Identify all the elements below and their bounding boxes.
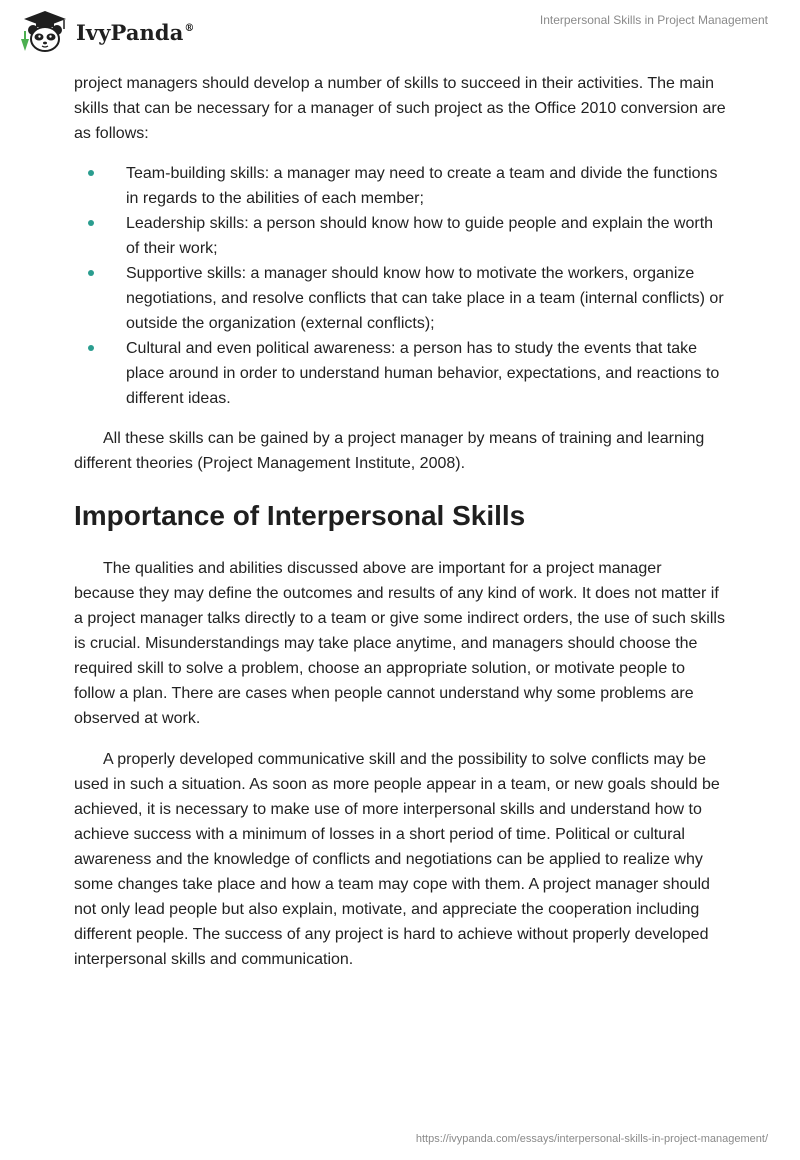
list-item-text: Cultural and even political awareness: a person has to study the events that take place around in order to understand human behavior, expectations, and reactions to different ideas. <box>126 340 720 407</box>
document-title: Interpersonal Skills in Project Management <box>539 13 768 27</box>
list-item-text: Team-building skills: a manager may need to create a team and divide the functions in regards to the abilities of each member; <box>126 165 718 207</box>
list-item-text: Supportive skills: a manager should know how to motivate the workers, organize negotiations, and resolve conflicts that can take place in a team (internal conflicts) or outside the organization (external conflicts); <box>126 265 724 332</box>
body-paragraph: The qualities and abilities discussed above are important for a project manager because they may define the outcomes and results of any kind of work. It does not matter if a project manager talks directly to a team or give some indirect orders, the use of such skills is crucial. Misunderstandings may take place anytime, and managers should choose the required skill to solve a problem, choose an appropriate solution, or motivate people to follow a plan. There are cases when people cannot understand why some problems are observed at work. <box>74 560 725 727</box>
bullet-icon <box>88 345 94 351</box>
list-item <box>74 336 726 411</box>
bullet-icon <box>88 220 94 226</box>
brand-name: IvyPanda® <box>76 19 195 45</box>
list-item <box>74 211 726 261</box>
source-url[interactable]: https://ivypanda.com/essays/interpersonal-skills-in-project-management/ <box>415 1133 768 1145</box>
bullet-icon <box>88 270 94 276</box>
page-header <box>0 0 800 60</box>
list-item-text: Leadership skills: a person should know how to guide people and explain the worth of their work; <box>126 215 714 257</box>
skills-list <box>74 161 726 411</box>
list-item <box>74 161 726 211</box>
ivypanda-logo[interactable] <box>16 8 195 56</box>
summary-paragraph: All these skills can be gained by a project manager by means of training and learning different theories (Project Management Institute, 2008). <box>74 430 705 472</box>
list-item <box>74 261 726 336</box>
essay-body <box>74 71 726 972</box>
body-paragraph: A properly developed communicative skill and the possibility to solve conflicts may be used in such a situation. As soon as more people appear in a team, or new goals should be achieved, it is necessary to make use of more interpersonal skills and understand how to achieve success with a minimum of losses in a short period of time. Political or cultural awareness and the knowledge of conflicts and negotiations can be applied to realize why some changes take place and how a team may cope with them. A project manager should not only lead people but also explain, motivate, and appreciate the cooperation including different people. The success of any project is hard to achieve without properly developed interpersonal skills and communication. <box>74 751 720 968</box>
intro-paragraph: project managers should develop a number of skills to succeed in their activities. The main skills that can be necessary for a manager of such project as the Office 2010 conversion are as follows: <box>74 75 726 142</box>
panda-graduation-icon <box>16 9 74 55</box>
bullet-icon <box>88 170 94 176</box>
section-heading: Importance of Interpersonal Skills <box>74 500 526 531</box>
